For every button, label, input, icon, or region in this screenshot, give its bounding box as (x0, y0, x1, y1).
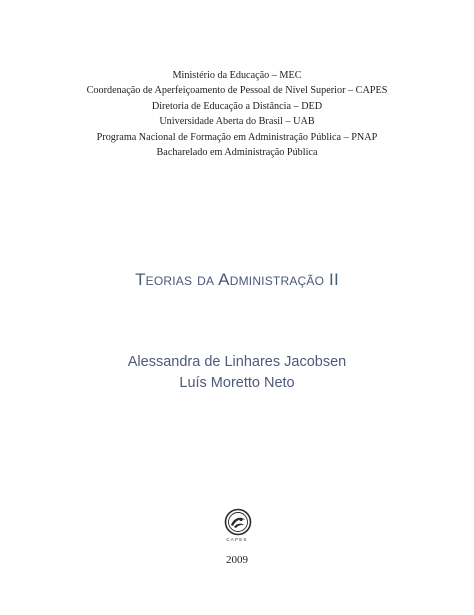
institution-line: Universidade Aberta do Brasil – UAB (159, 116, 315, 128)
institution-line: Diretoria de Educação a Distância – DED (151, 100, 323, 112)
capes-logo-icon (224, 508, 252, 536)
publication-year: 2009 (226, 554, 248, 566)
institution-line: Programa Nacional de Formação em Administração Pública – PNAP (96, 131, 378, 143)
institution-line: Ministério da Educação – MEC (172, 70, 302, 81)
logo-text: CAPES (226, 537, 248, 542)
book-title: Teorias da Administração II (135, 270, 339, 289)
institution-line: Bacharelado em Administração Pública (156, 147, 318, 159)
institution-line: Coordenação de Aperfeiçoamento de Pessoal de Nível Superior – CAPES (86, 85, 388, 97)
author-list (0, 352, 474, 394)
institution-list (0, 68, 474, 160)
author-name: Luís Moretto Neto (179, 375, 295, 391)
author-name: Alessandra de Linhares Jacobsen (127, 354, 347, 370)
